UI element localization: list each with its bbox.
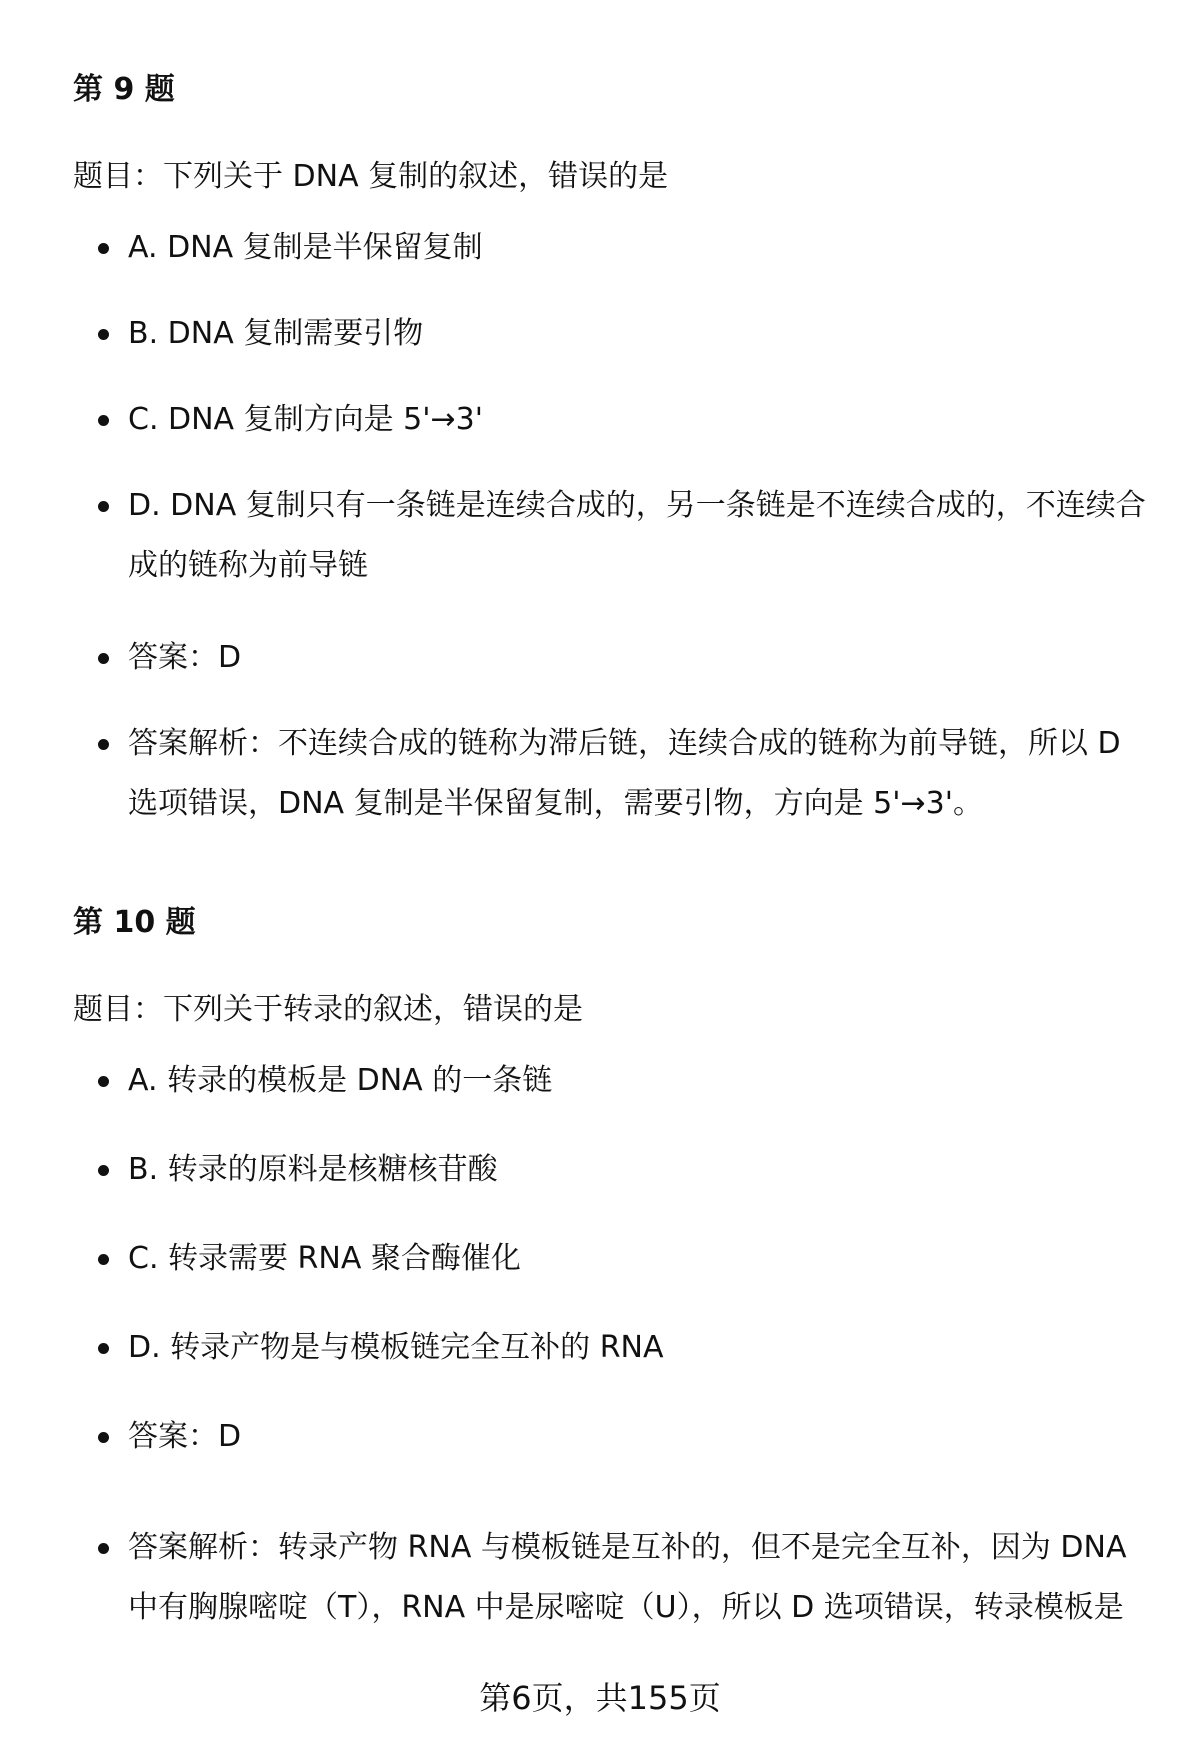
q9-option-b [128, 304, 1158, 364]
bullet-icon [98, 1543, 109, 1554]
q9-option-d [128, 476, 1158, 596]
q9-option-c [128, 390, 1158, 450]
q10-option-a-text: A. 转录的模板是 DNA 的一条链 [128, 1063, 553, 1098]
q10-option-c [128, 1229, 1158, 1289]
bullet-icon [98, 1343, 109, 1354]
q10-explanation-text: 答案解析：转录产物 RNA 与模板链是互补的，但不是完全互补，因为 DNA 中有胸腺嘧啶（T），RNA 中是尿嘧啶（U），所以 D 选项错误，转录模板是 [128, 1530, 1127, 1625]
q9-option-a-text: A. DNA 复制是半保留复制 [128, 230, 483, 265]
q9-option-a [128, 218, 1158, 278]
q9-option-c-text: C. DNA 复制方向是 5'→3' [128, 402, 483, 437]
q10-explanation [128, 1518, 1158, 1638]
q9-explanation [128, 714, 1158, 834]
q9-answer-text: 答案：D [128, 640, 242, 675]
bullet-icon [98, 415, 109, 426]
q10-option-b-text: B. 转录的原料是核糖核苷酸 [128, 1152, 498, 1187]
bullet-icon [98, 1432, 109, 1443]
q10-answer [128, 1407, 1158, 1467]
bullet-icon [98, 739, 109, 750]
bullet-icon [98, 653, 109, 664]
bullet-icon [98, 1165, 109, 1176]
q9-answer [128, 628, 1158, 688]
question-9-heading: 第 9 题 [73, 72, 175, 107]
q9-explanation-text: 答案解析：不连续合成的链称为滞后链，连续合成的链称为前导链，所以 D 选项错误，DNA 复制是半保留复制，需要引物，方向是 5'→3'。 [128, 726, 1121, 821]
q9-option-b-text: B. DNA 复制需要引物 [128, 316, 424, 351]
q10-option-c-text: C. 转录需要 RNA 聚合酶催化 [128, 1241, 521, 1276]
bullet-icon [98, 1254, 109, 1265]
question-10-stem: 题目：下列关于转录的叙述，错误的是 [73, 992, 583, 1027]
question-9-stem: 题目：下列关于 DNA 复制的叙述，错误的是 [73, 159, 669, 194]
bullet-icon [98, 501, 109, 512]
q10-option-a [128, 1051, 1158, 1111]
q10-option-b [128, 1140, 1158, 1200]
q10-answer-text: 答案：D [128, 1419, 242, 1454]
q9-option-d-text: D. DNA 复制只有一条链是连续合成的，另一条链是不连续合成的，不连续合成的链称为前导链 [128, 488, 1146, 583]
question-10-heading: 第 10 题 [73, 905, 196, 940]
q10-option-d [128, 1318, 1158, 1378]
page-number-footer: 第6页，共155页 [479, 1679, 721, 1717]
bullet-icon [98, 329, 109, 340]
bullet-icon [98, 243, 109, 254]
q10-option-d-text: D. 转录产物是与模板链完全互补的 RNA [128, 1330, 664, 1365]
bullet-icon [98, 1076, 109, 1087]
